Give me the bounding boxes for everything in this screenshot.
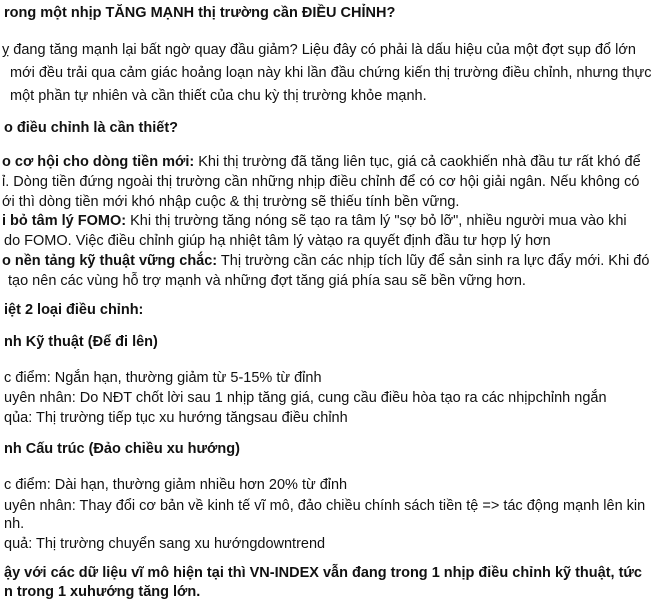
reason-3-line-2: tạo nên các vùng hỗ trợ mạnh và những đợt tăng giá phía sau sẽ bền vững hơn. (8, 273, 526, 289)
type-2-result: quả: Thị trường chuyển sang xu hướngdowntrend (4, 536, 326, 552)
type-1-cause: uyên nhân: Do NĐT chốt lời sau 1 nhịp tăng giá, cung cầu điều hòa tạo ra các nhịpchỉnh ngắn (4, 390, 607, 406)
type-2-feature: c điểm: Dài hạn, thường giảm nhiều hơn 20% từ đỉnh (4, 477, 348, 493)
conclusion-line-2: n trong 1 xuhướng tăng lớn. (4, 584, 201, 600)
section-heading-types: iệt 2 loại điều chỉnh: (4, 302, 144, 318)
type-1-feature: c điểm: Ngắn hạn, thường giảm từ 5-15% từ đỉnh (4, 370, 322, 386)
article-heading: rong một nhịp TĂNG MẠNH thị trường cần ĐIỀU CHỈNH? (4, 5, 396, 21)
intro-line-2: mới đều trải qua cảm giác hoảng loạn này khi lần đầu chứng kiến thị trường điều chỉnh, nhưng thực (10, 65, 651, 81)
type-2-heading: nh Cấu trúc (Đảo chiều xu hướng) (4, 441, 240, 457)
type-1-result: qủa: Thị trường tiếp tục xu hướng tăngsau điều chỉnh (4, 410, 348, 426)
reason-2-text: Khi thị trường tăng nóng sẽ tạo ra tâm lý "sợ bỏ lỡ", nhiều người mua vào khi (126, 213, 627, 229)
conclusion-line-1: ậy với các dữ liệu vĩ mô hiện tại thì VN-INDEX vẫn đang trong 1 nhịp điều chỉnh kỹ thuật, tức (4, 565, 642, 581)
reason-3-text: Thị trường cần các nhịp tích lũy để sản sinh ra lực đẩy mới. Khi đó (217, 253, 650, 269)
section-heading-why: o điều chỉnh là cần thiết? (4, 120, 179, 136)
reason-3-line-1 (2, 252, 649, 270)
type-2-cause-cont: nh. (4, 516, 25, 532)
reason-1-title: o cơ hội cho dòng tiền mới: (2, 154, 195, 170)
reason-2-line-2: do FOMO. Việc điều chỉnh giúp hạ nhiệt tâm lý vàtạo ra quyết định đầu tư hợp lý hơn (4, 233, 551, 249)
reason-1-line-1 (2, 153, 641, 171)
reason-1-text: Khi thị trường đã tăng liên tục, giá cả caokhiến nhà đầu tư rất khó để (194, 154, 641, 170)
reason-3-title: o nền tảng kỹ thuật vững chắc: (2, 253, 218, 269)
type-1-heading: nh Kỹ thuật (Để đi lên) (4, 334, 158, 350)
reason-1-line-3: ới thì dòng tiền mới khó nhập cuộc & thị trường sẽ thiếu tính bền vững. (2, 194, 460, 210)
reason-2-line-1 (2, 212, 627, 230)
intro-line-3: một phần tự nhiên và cần thiết của chu kỳ thị trường khỏe mạnh. (10, 88, 427, 104)
type-2-cause: uyên nhân: Thay đổi cơ bản về kinh tế vĩ mô, đảo chiều chính sách tiền tệ => tác động mạnh lên kin (4, 498, 646, 514)
reason-1-line-2: ỉ. Dòng tiền đứng ngoài thị trường cần những nhịp điều chỉnh để có cơ hội giải ngân. Nếu không có (2, 174, 640, 190)
reason-2-title: i bỏ tâm lý FOMO: (2, 213, 127, 229)
intro-line-1: ỵ đang tăng mạnh lại bất ngờ quay đầu giảm? Liệu đây có phải là dấu hiệu của một đợt sụp đổ lớn (2, 42, 636, 58)
